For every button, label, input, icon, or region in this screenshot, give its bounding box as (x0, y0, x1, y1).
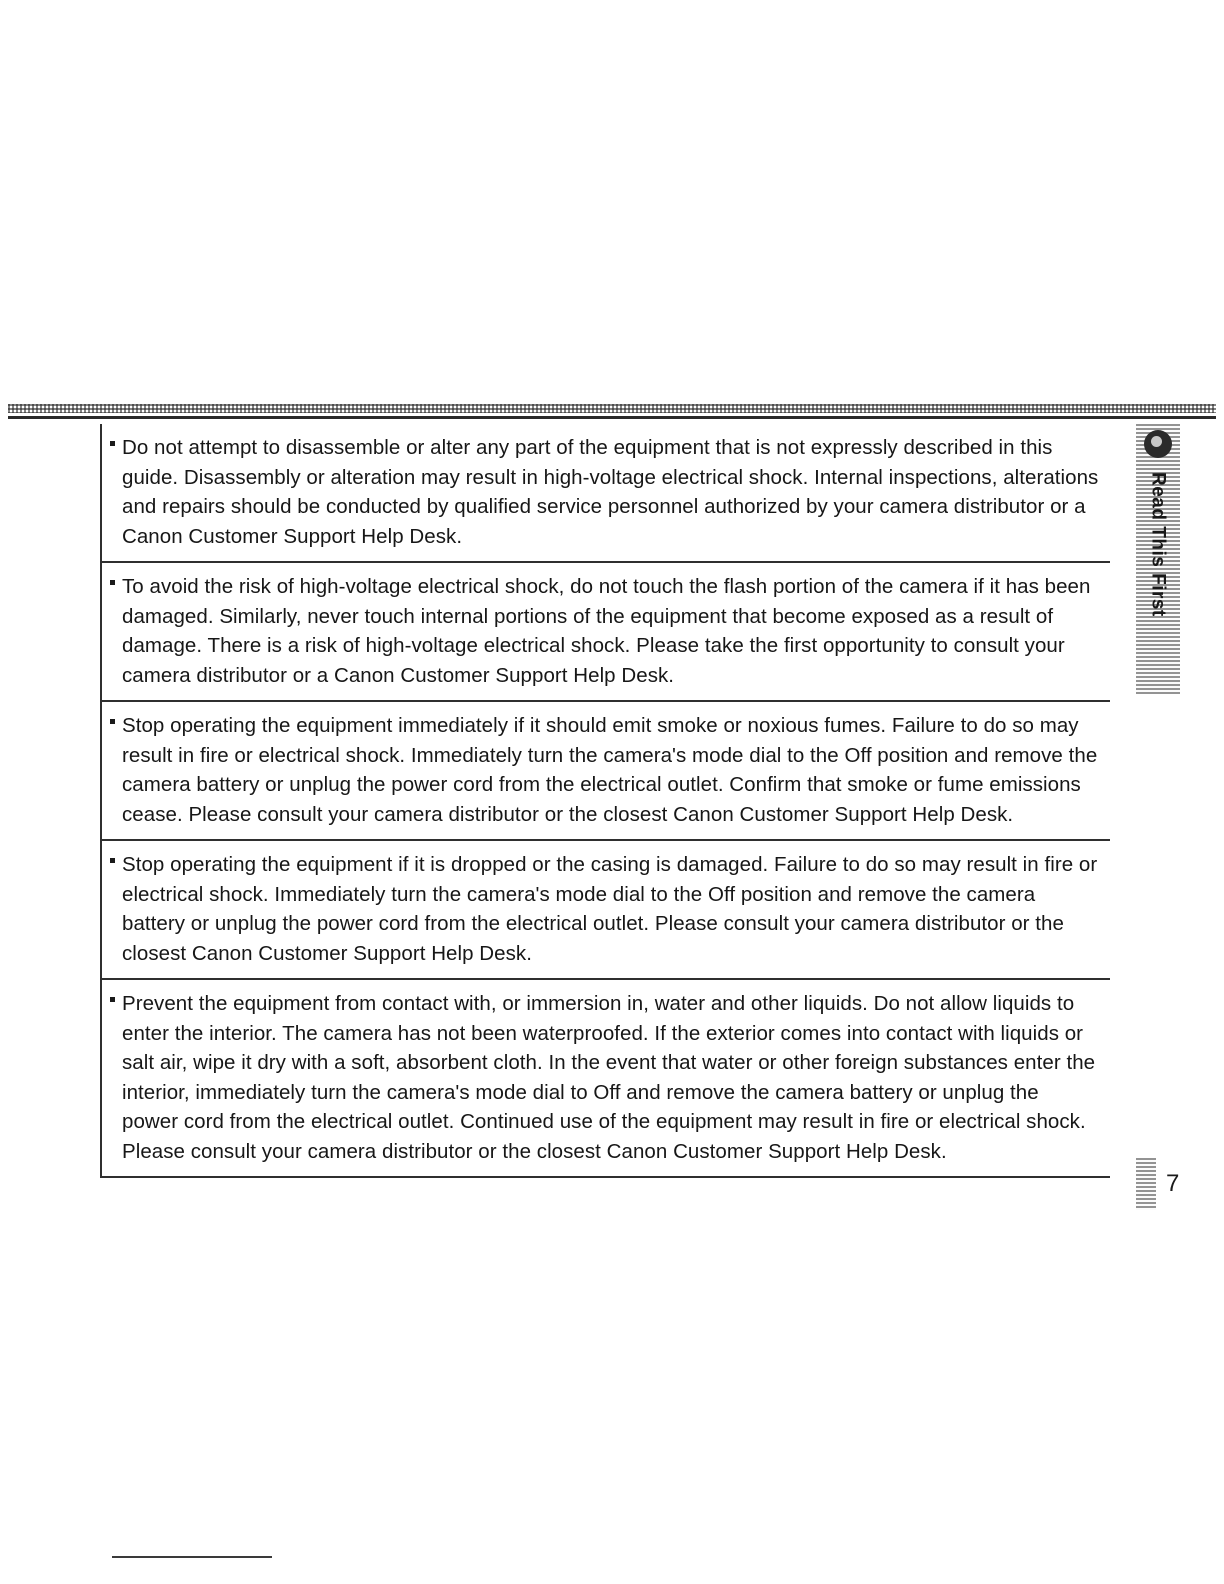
footer-rule (112, 1556, 272, 1558)
bullet-icon (110, 858, 115, 863)
list-item (100, 980, 1110, 1178)
list-item (100, 424, 1110, 563)
list-item (100, 702, 1110, 841)
page-number-text: 7 (1166, 1170, 1180, 1197)
list-item-text: Do not attempt to disassemble or alter any part of the equipment that is not expressly described in this guide. Disassembly or alteration may result in high-voltage electrical shock. Internal inspections, alterations and repairs should be conducted by qualified service personnel authorized by your camera distributor or a Canon Customer Support Help Desk. (122, 436, 1099, 548)
bullet-icon (110, 580, 115, 585)
bullet-icon (110, 441, 115, 446)
camera-lens-icon (1144, 430, 1172, 458)
list-item-text: Stop operating the equipment if it is dropped or the casing is damaged. Failure to do so may result in fire or electrical shock. Immediately turn the camera's mode dial to the Off position and remove the camera battery or unplug the power cord from the electrical outlet. Please consult your camera distributor or the closest Canon Customer Support Help Desk. (122, 853, 1098, 965)
section-side-tab (1136, 424, 1180, 694)
page-number (1136, 1158, 1179, 1210)
header-solid-rule (8, 416, 1216, 419)
bullet-icon (110, 997, 115, 1002)
header-hatch-band (8, 404, 1216, 413)
list-item (100, 563, 1110, 702)
page-number-swatch (1136, 1158, 1156, 1210)
list-item-text: Stop operating the equipment immediately if it should emit smoke or noxious fumes. Failure to do so may result in fire or electrical shock. Immediately turn the camera's mode dial to the Off position and remove the camera battery or unplug the power cord from the electrical outlet. Confirm that smoke or fume emissions cease. Please consult your camera distributor or the closest Canon Customer Support Help Desk. (122, 714, 1098, 826)
header-rule (8, 404, 1216, 424)
list-item (100, 841, 1110, 980)
list-item-text: To avoid the risk of high-voltage electrical shock, do not touch the flash portion of the camera if it has been damaged. Similarly, never touch internal portions of the equipment that become exposed as a result of damage. There is a risk of high-voltage electrical shock. Please take the first opportunity to consult your camera distributor or a Canon Customer Support Help Desk. (122, 575, 1091, 687)
list-item-text: Prevent the equipment from contact with, or immersion in, water and other liquids. Do not allow liquids to enter the interior. The camera has not been waterproofed. If the exterior comes into contact with liquids or salt air, wipe it dry with a soft, absorbent cloth. In the event that water or other foreign substances enter the interior, immediately turn the camera's mode dial to Off and remove the camera battery or unplug the power cord from the electrical outlet. Continued use of the equipment may result in fire or electrical shock. Please consult your camera distributor or the closest Canon Customer Support Help Desk. (122, 992, 1096, 1163)
bullet-icon (110, 719, 115, 724)
section-side-tab-label: Read This First (1147, 472, 1169, 617)
safety-warning-list (100, 424, 1110, 1178)
